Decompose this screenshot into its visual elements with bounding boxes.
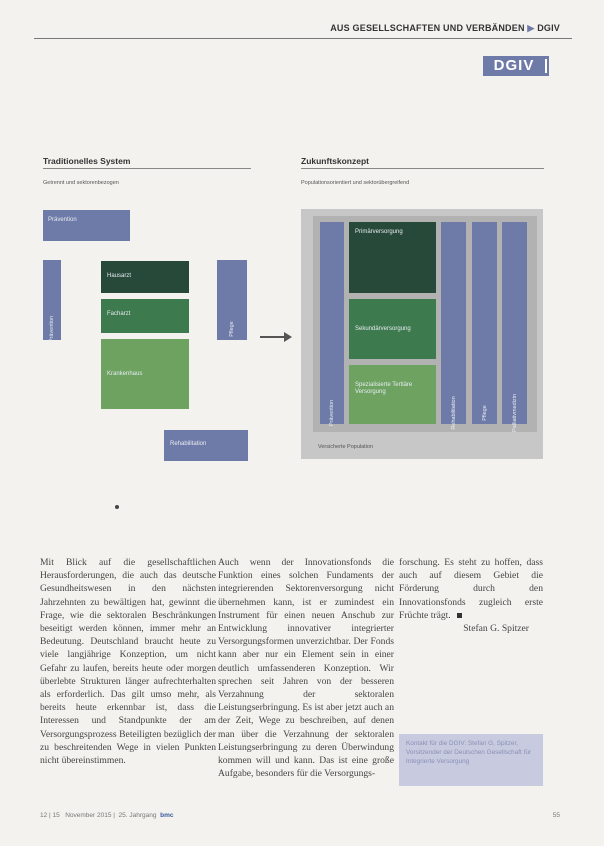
box-pflege: Pflege: [217, 260, 247, 340]
header-rule: [34, 38, 572, 39]
box-praevention-vertical: Prävention: [320, 222, 344, 424]
box-sekundaerversorgung: Sekundärversorgung: [349, 299, 436, 359]
right-diagram-subtitle: Populationsorientiert und sektorübergreifend: [301, 180, 410, 186]
transition-arrow-line: [260, 336, 286, 338]
article-column-1: Mit Blick auf die gesellschaftlichen Herausforderungen, die auch das deutsche Gesundheitswesen in den nächsten Jahrzehnten zu bewältigen hat, gewinnt die Frage, wie die sektoralen Beschränkungen beseitigt werden können, immer mehr an Bedeutung. Deutschland braucht heute zu viele langjährige Konzeption, um nicht Gefahr zu laufen, bereits heute oder morgen überlebte Strukturen länger aufrechterhalten als erforderlich. Das gilt umso mehr, als bereits heute erkennbar ist, dass die Interessen und Standpunkte der am Versorgungsprozess Beteiligten bezüglich der zu beschreitenden Wege in vielen Punkten nicht übereinstimmen.: [40, 557, 216, 767]
box-palliativ-vertical: Palliativmedizin: [502, 222, 527, 424]
right-diagram-rule: [301, 168, 544, 169]
author-signature: Stefan G. Spitzer: [463, 623, 529, 635]
end-mark-icon: [457, 613, 462, 618]
box-primaerversorgung: Primärversorgung: [349, 222, 436, 293]
box-hausarzt: Hausarzt: [101, 261, 189, 293]
box-praevention-left: Prävention: [43, 260, 61, 340]
box-pflege-vertical: Pflege: [472, 222, 497, 424]
box-praevention-top: Prävention: [43, 210, 130, 241]
section-tag: DGIV: [537, 23, 560, 33]
article-column-2: Auch wenn der Innovationsfonds die Funktion eines solchen Fundaments der integrierenden Sektorenversorgung nicht übernehmen kann, ist er zumindest ein Instrument für einen neuen Anschub zur Entwicklung innovativer integrierter Versorgungsformen unverzichtbar. Der Fonds kann aber nur ein Element sein in einer deutlich umfassenderen Konzeption. Wir sprechen seit Jahren von der besseren Verzahnung der sektoralen Leistungserbringung. Es ist aber jetzt auch an der Zeit, Wege zu beschreiben, auf denen man über die Verzahnung der sektoralen Leistungserbringung zu deren Überwindung kommen will und kann. Das ist eine große Aufgabe, besonders für die Versorgungs-: [218, 557, 394, 780]
bullet-dot: [115, 505, 119, 509]
population-label: Versicherte Population: [318, 444, 374, 450]
dgiv-logo: DGIV: [493, 57, 535, 74]
section-header: [330, 23, 560, 34]
left-diagram-subtitle: Getrennt und sektorenbezogen: [43, 180, 119, 186]
right-diagram-title: Zukunftskonzept: [301, 156, 369, 166]
logo-mark: [545, 59, 547, 73]
left-diagram-rule: [43, 168, 251, 169]
contact-note: Kontakt für die DGIV: Stefan G. Spitzer, Vorsitzender der Deutschen Gesellschaft für Integrierte Versorgung: [399, 734, 543, 786]
footer-left: 12 | 15 November 2015 | 25. Jahrgang bmc: [40, 812, 174, 819]
box-facharzt: Facharzt: [101, 299, 189, 333]
page-number: 55: [552, 812, 560, 819]
chevron-right-icon: ▶: [527, 23, 535, 33]
article-column-3: forschung. Es steht zu hoffen, dass auch auf diesem Gebiet die Förderung durch den Innovationsfonds zugleich erste Früchte trägt. Stefan G. Spitzer: [399, 557, 543, 635]
box-krankenhaus: Krankenhaus: [101, 339, 189, 409]
box-rehabilitation-vertical: Rehabilitation: [441, 222, 466, 424]
left-diagram-title: Traditionelles System: [43, 156, 131, 166]
section-title: AUS GESELLSCHAFTEN UND VERBÄNDEN: [330, 23, 525, 33]
box-tertiaere-versorgung: Spezialisierte Tertiäre Versorgung: [349, 365, 436, 424]
box-rehabilitation: Rehabilitation: [164, 430, 248, 461]
arrow-right-icon: [284, 332, 292, 342]
bmc-brand: bmc: [160, 812, 174, 819]
